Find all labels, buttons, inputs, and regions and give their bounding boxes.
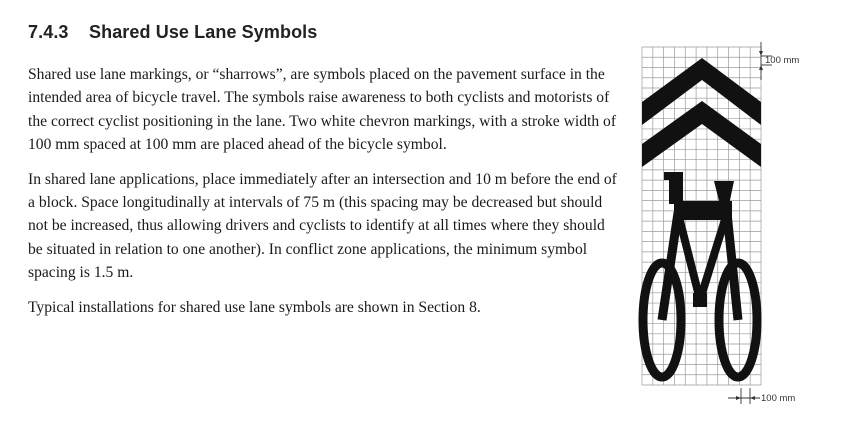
paragraph-sharrows-definition: Shared use lane markings, or “sharrows”, are symbols placed on the pavement surface in the intended area of bicycle travel. The symbols raise awareness to both cyclists and motorists of the correct cyclist positioning in the lane. Two white chevron markings, with a stroke width of 100 mm spaced at 100 mm are placed ahead of the bicycle symbol. <box>28 66 617 154</box>
dimension-horizontal-label: 100 mm <box>761 393 796 404</box>
paragraph-section-reference: Typical installations for shared use lane symbols are shown in Section 8. <box>28 298 481 316</box>
body-text <box>28 63 618 330</box>
dimension-vertical-label: 100 mm <box>765 55 800 66</box>
section-title: Shared Use Lane Symbols <box>89 22 318 42</box>
bicycle-symbol-icon <box>643 172 757 377</box>
sharrow-symbol-figure <box>630 35 830 415</box>
dimension-horizontal <box>728 388 760 404</box>
paragraph-placement-spacing: In shared lane applications, place immediately after an intersection and 10 m before the end of a block. Space longitudinally at intervals of 75 m (this spacing may be decreased but should not be increased, thus allowing drivers and cyclists to identify at all times where they should be situated in relation to one another). In conflict zone applications, the minimum symbol spacing is 1.5 m. <box>28 170 617 282</box>
chevron-markings <box>642 58 761 167</box>
section-heading <box>28 22 317 43</box>
section-number: 7.4.3 <box>28 22 69 42</box>
